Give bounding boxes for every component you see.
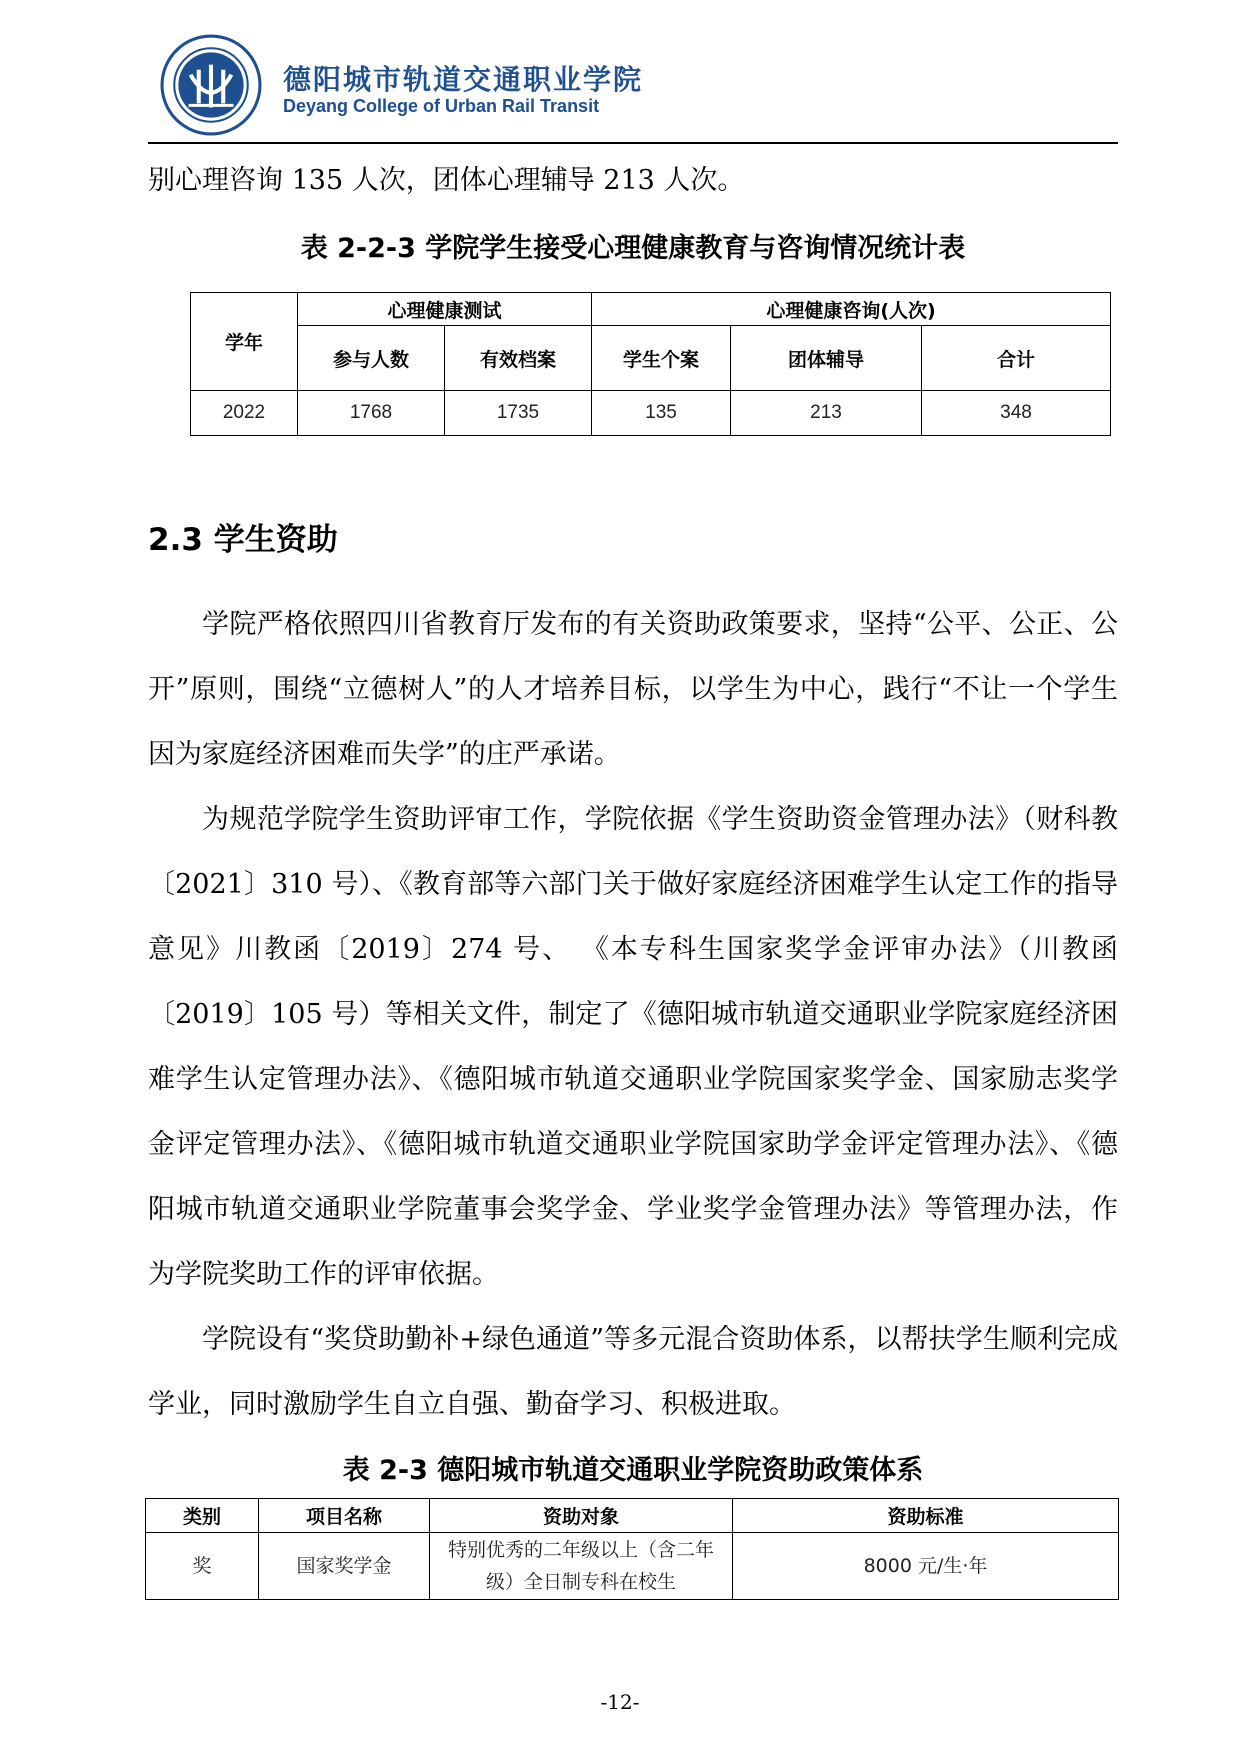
col-header: 有效档案: [445, 326, 592, 391]
table-cell: 1735: [445, 391, 592, 436]
section-heading: 2.3 学生资助: [148, 522, 338, 558]
table-cell: 135: [592, 391, 731, 436]
table2-caption: 表 2-3 德阳城市轨道交通职业学院资助政策体系: [342, 1455, 924, 1486]
group-header-test: 心理健康测试: [298, 293, 592, 326]
table-cell: 2022: [191, 391, 298, 436]
table-cell: 213: [731, 391, 922, 436]
group-header-counsel: 心理健康咨询(人次): [592, 293, 1111, 326]
continuation-text: 别心理咨询 135 人次，团体心理辅导 213 人次。: [148, 165, 745, 196]
col-header: 合计: [922, 326, 1111, 391]
col-header: 资助对象: [430, 1499, 733, 1533]
college-name-cn: 德阳城市轨道交通职业学院: [283, 63, 644, 96]
col-header: 团体辅导: [731, 326, 922, 391]
table-cell: 奖: [146, 1533, 259, 1600]
table-cell: 8000 元/生·年: [733, 1533, 1119, 1600]
paragraph: 学院设有“奖贷助勤补+绿色通道”等多元混合资助体系，以帮扶学生顺利完成学业，同时激励学生自立自强、勤奋学习、积极进取。: [148, 1324, 1118, 1420]
year-header: 学年: [191, 293, 298, 391]
table-cell: 1768: [298, 391, 445, 436]
table1-caption: 表 2-2-3 学院学生接受心理健康教育与咨询情况统计表: [300, 233, 966, 264]
table-cell: 国家奖学金: [259, 1533, 430, 1600]
counseling-stats-table: [190, 292, 1111, 436]
table-row: [146, 1533, 1119, 1600]
aid-policy-table: [145, 1498, 1119, 1600]
page-header: [148, 30, 1118, 142]
col-header: 参与人数: [298, 326, 445, 391]
table-cell: 特别优秀的二年级以上（含二年级）全日制专科在校生: [430, 1533, 733, 1600]
college-logo-icon: [160, 34, 262, 136]
paragraph: 学院严格依照四川省教育厅发布的有关资助政策要求，坚持“公平、公正、公开”原则，围绕“立德树人”的人才培养目标，以学生为中心，践行“不让一个学生因为家庭经济困难而失学”的庄严承诺。: [148, 609, 1118, 770]
col-header: 类别: [146, 1499, 259, 1533]
col-header: 资助标准: [733, 1499, 1119, 1533]
table-cell: 348: [922, 391, 1111, 436]
college-name-en: Deyang College of Urban Rail Transit: [283, 96, 600, 116]
col-header: 项目名称: [259, 1499, 430, 1533]
table-row: [191, 391, 1111, 436]
header-divider: [148, 142, 1118, 144]
col-header: 学生个案: [592, 326, 731, 391]
paragraph: 为规范学院学生资助评审工作，学院依据《学生资助资金管理办法》（财科教〔2021〕310 号）、《教育部等六部门关于做好家庭经济困难学生认定工作的指导意见》川教函〔2019〕274 号、 《本专科生国家奖学金评审办法》（川教函〔2019〕105 号）等相关文件，制定了《德阳城市轨道交通职业学院家庭经济困难学生认定管理办法》、《德阳城市轨道交通职业学院国家奖学金、国家励志奖学金评定管理办法》、《德阳城市轨道交通职业学院国家助学金评定管理办法》、《德阳城市轨道交通职业学院董事会奖学金、学业奖学金管理办法》等管理办法，作为学院奖助工作的评审依据。: [148, 804, 1118, 1290]
page-number: -12-: [600, 1690, 640, 1714]
